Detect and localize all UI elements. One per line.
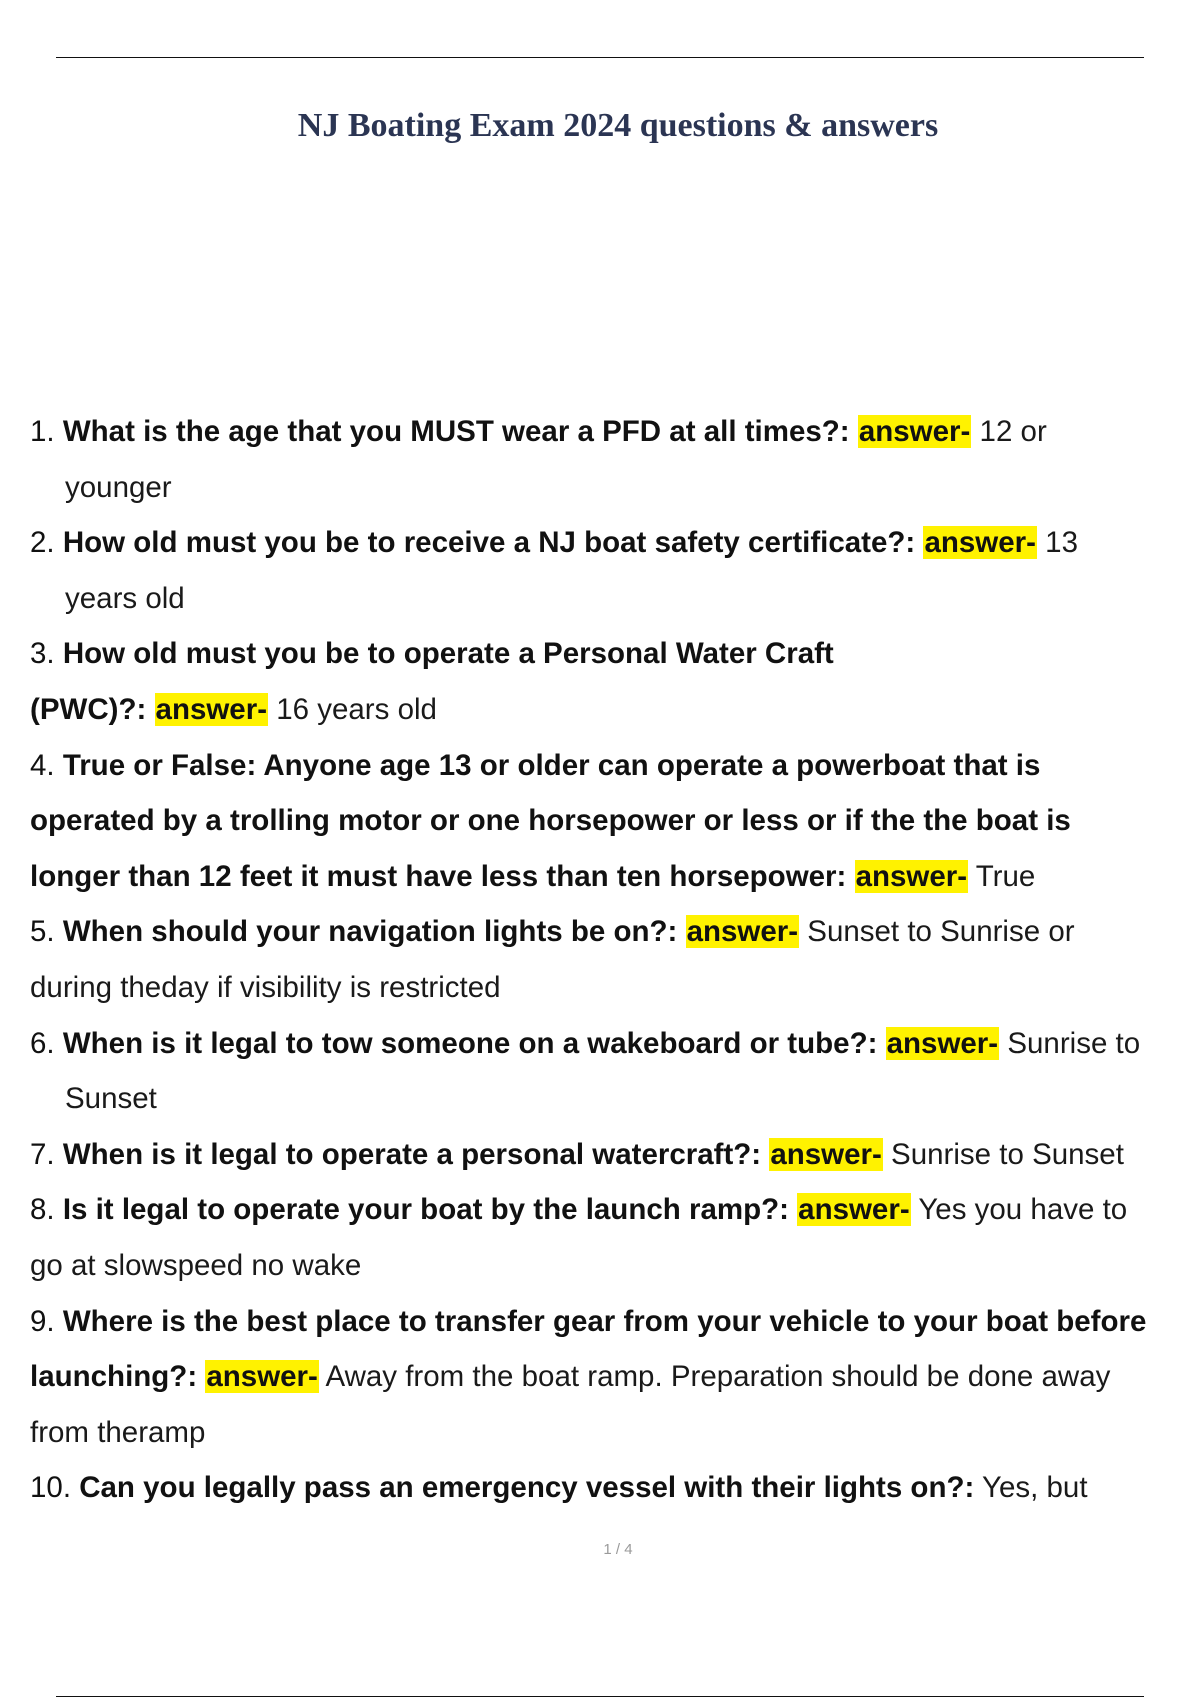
qa-item-2-continuation: [30, 571, 1200, 627]
question-text: True or False: Anyone age 13 or older can operate a powerboat that is: [62, 748, 1041, 782]
answer-marker: answer-: [206, 1360, 318, 1394]
qa-item-3: [30, 626, 1200, 682]
qa-item-1: [30, 404, 1200, 460]
bottom-rule: [56, 1696, 1144, 1697]
item-number: 5.: [30, 915, 55, 949]
question-text: (PWC)?:: [30, 692, 147, 726]
top-rule: [56, 57, 1144, 58]
answer-text: Away from the boat ramp. Preparation should be done away: [325, 1360, 1111, 1394]
item-number: 6.: [30, 1026, 55, 1060]
qa-item-9-continuation: [30, 1349, 1200, 1405]
qa-item-9-continuation: [30, 1405, 1200, 1461]
question-text: What is the age that you MUST wear a PFD at all times?:: [62, 415, 850, 448]
qa-item-4: [30, 738, 1200, 794]
question-text: Is it legal to operate your boat by the launch ramp?:: [62, 1193, 789, 1227]
answer-marker: answer-: [858, 415, 971, 448]
question-text: How old must you be to receive a NJ boat safety certificate?:: [62, 526, 916, 560]
item-number: 9.: [30, 1304, 55, 1338]
answer-text: Sunrise to Sunset: [891, 1137, 1124, 1171]
answer-marker: answer-: [155, 692, 268, 726]
answer-marker: answer-: [686, 915, 799, 949]
question-text: When is it legal to operate a personal watercraft?:: [62, 1137, 762, 1171]
item-number: 8.: [30, 1193, 55, 1227]
page-indicator: 1 / 4: [603, 1541, 633, 1558]
answer-marker: answer-: [886, 1026, 999, 1060]
answer-text: 16 years old: [276, 692, 437, 726]
question-text: Can you legally pass an emergency vessel with their lights on?:: [79, 1471, 975, 1505]
item-number: 3.: [30, 637, 55, 671]
answer-text: 13: [1045, 526, 1078, 560]
qa-item-7: [30, 1127, 1200, 1183]
answer-text: Sunrise to: [1007, 1026, 1141, 1060]
qa-item-10: [30, 1460, 1200, 1516]
item-number: 2.: [30, 526, 55, 560]
answer-text: Sunset to Sunrise or: [807, 915, 1075, 949]
qa-item-4-continuation: [30, 849, 1200, 905]
qa-item-3-continuation: [30, 682, 1200, 738]
item-number: 10.: [30, 1471, 72, 1505]
answer-marker: answer-: [798, 1193, 910, 1227]
question-text: longer than 12 feet it must have less than ten horsepower:: [30, 859, 847, 893]
qa-item-9: [30, 1294, 1200, 1350]
qa-item-6: [30, 1016, 1200, 1072]
qa-item-5-continuation: [30, 960, 1200, 1016]
answer-text: Yes, but: [982, 1471, 1088, 1505]
answer-text: 12 or: [979, 415, 1047, 448]
qa-item-5: [30, 904, 1200, 960]
answer-text: Sunset: [65, 1082, 157, 1116]
answer-text: from theramp: [30, 1415, 206, 1449]
question-text: How old must you be to operate a Personal Water Craft: [62, 637, 834, 671]
item-number: 4.: [30, 748, 55, 782]
answer-text: during theday if visibility is restricted: [30, 970, 501, 1004]
answer-text: younger: [65, 470, 172, 504]
answer-marker: answer-: [924, 526, 1036, 560]
qa-item-8-continuation: [30, 1238, 1200, 1294]
qa-item-6-continuation: [30, 1071, 1200, 1127]
answer-marker: answer-: [770, 1137, 882, 1171]
question-text: operated by a trolling motor or one horsepower or less or if the the boat is: [30, 804, 1071, 838]
question-text: launching?:: [30, 1360, 198, 1394]
question-text: When is it legal to tow someone on a wakeboard or tube?:: [62, 1026, 878, 1060]
qa-item-1-continuation: [30, 460, 1200, 516]
question-text: When should your navigation lights be on?:: [62, 915, 678, 949]
qa-item-8: [30, 1182, 1200, 1238]
item-number: 7.: [30, 1137, 55, 1171]
document-title: NJ Boating Exam 2024 questions & answers: [297, 107, 939, 144]
item-number: 1.: [30, 415, 55, 448]
answer-text: Yes you have to: [918, 1193, 1128, 1227]
answer-text: go at slowspeed no wake: [30, 1248, 362, 1282]
answer-text: years old: [65, 581, 185, 615]
question-text: Where is the best place to transfer gear from your vehicle to your boat before: [62, 1304, 1147, 1338]
answer-marker: answer-: [855, 859, 968, 893]
answer-text: True: [975, 859, 1036, 893]
qa-item-2: [30, 515, 1200, 571]
qa-list: [30, 404, 1200, 1516]
qa-item-4-continuation: [30, 793, 1200, 849]
